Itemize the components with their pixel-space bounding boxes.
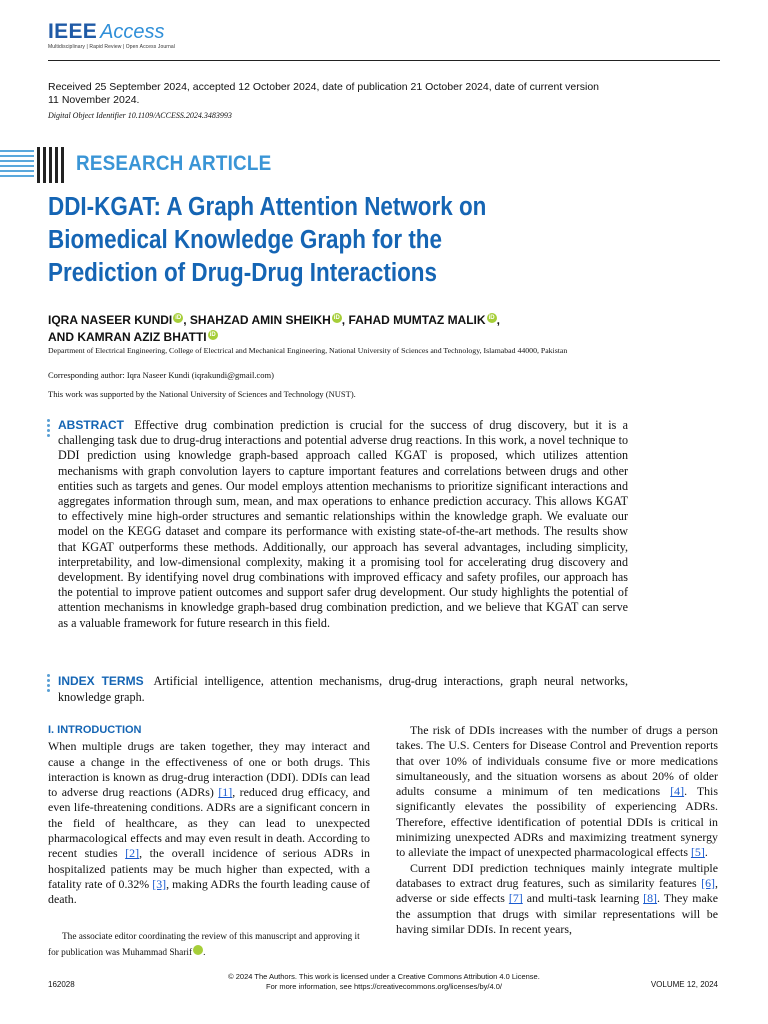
text-run: and multi-task learning xyxy=(522,891,644,906)
text-run: , reduced drug efficacy, and even life-threatening conditions. ADRs are a significant concern in the field of healthcare, as they can lead to unexpected pharmacological effects and may even result in death. According to recent studies xyxy=(48,785,370,861)
abstract-heading: ABSTRACT xyxy=(58,418,124,432)
article-type-banner xyxy=(0,147,300,183)
journal-logo xyxy=(48,20,175,44)
index-terms xyxy=(58,673,628,705)
abstract xyxy=(58,418,628,631)
index-terms-text: Artificial intelligence, attention mechanisms, drug-drug interactions, graph neural networks, knowledge graph. xyxy=(58,674,628,704)
section-heading: I. INTRODUCTION xyxy=(48,724,142,736)
column-left xyxy=(48,723,370,908)
banner-stripes-icon xyxy=(0,147,68,183)
intro-paragraph xyxy=(48,739,370,907)
citation-link[interactable]: [5] xyxy=(690,845,705,860)
page-number: 162028 xyxy=(48,980,75,989)
citation-link[interactable]: [8] xyxy=(643,891,658,906)
citation-link[interactable]: [6] xyxy=(701,875,716,890)
license-link[interactable]: For more information, see https://creativecommons.org/licenses/by/4.0/ xyxy=(266,982,502,991)
text-run: , the overall incidence of serious ADRs in hospitalized patients may be much higher than expected, with a fatality rate of 0.32% xyxy=(48,846,370,891)
author-list: IQRA NASEER KUNDI iD , SHAHZAD AMIN SHEIKH iD , FAHAD MUMTAZ MALIK iD , AND KAMRAN AZIZ BHATTI iD xyxy=(48,313,500,344)
license-line: © 2024 The Authors. This work is licensed under a Creative Commons Attribution 4.0 License. xyxy=(228,972,540,981)
intro-paragraph xyxy=(396,723,718,861)
orcid-icon[interactable]: iD xyxy=(333,315,340,321)
journal-tagline: Multidisciplinary | Rapid Review | Open Access Journal xyxy=(48,44,175,50)
affiliation: Department of Electrical Engineering, College of Electrical and Mechanical Engineering, National University of Sciences and Technology, Islamabad 44000, Pakistan xyxy=(48,346,568,355)
article-type-label: RESEARCH ARTICLE xyxy=(76,152,272,175)
author-name: IQRA NASEER KUNDI xyxy=(48,313,173,327)
orcid-icon[interactable]: iD xyxy=(488,315,495,321)
journal-masthead xyxy=(48,20,175,50)
abstract-dots-icon xyxy=(47,419,51,439)
citation-link[interactable]: [4] xyxy=(670,784,685,799)
corresponding-author: Corresponding author: Iqra Naseer Kundi (iqrakundi@gmail.com) xyxy=(48,370,274,380)
author-name: AND KAMRAN AZIZ BHATTI xyxy=(48,330,207,344)
text-run: Current DDI prediction techniques mainly integrate multiple databases to extract drug features, such as similarity features xyxy=(396,860,718,890)
doi: Digital Object Identifier 10.1109/ACCESS.2024.3483993 xyxy=(48,111,232,120)
funding-note: This work was supported by the National University of Sciences and Technology (NUST). xyxy=(48,389,356,399)
text-run: . They make the assumption that drugs with similar representations will be having similar DDIs. In recent years, xyxy=(396,891,718,936)
citation-link[interactable]: [7] xyxy=(508,891,523,906)
paper-title: DDI-KGAT: A Graph Attention Network on Biomedical Knowledge Graph for the Prediction of Drug-Drug Interactions xyxy=(48,193,487,287)
intro-paragraph xyxy=(396,861,718,937)
author-name: FAHAD MUMTAZ MALIK xyxy=(348,313,486,327)
text-run: . This significantly elevates the possibility of experiencing ADRs. Therefore, effective identification of potential DDIs is critical in minimizing unexpected ADRs and maximizing treatment synergy to alleviate the impact of unexpected pharmacological effects xyxy=(396,784,718,860)
editor-footnote xyxy=(48,929,370,961)
text-run: The risk of DDIs increases with the number of drugs a person takes. The U.S. Centers for Disease Control and Prevention reports that over 10% of individuals consume five or more medications simultaneously, and the situation worsens as about 20% of older adults consume a minimum of ten medications xyxy=(396,723,718,799)
orcid-icon[interactable]: iD xyxy=(175,315,182,321)
text-run: , adverse or side effects xyxy=(396,875,718,906)
text-run: . xyxy=(704,845,708,860)
volume-label: VOLUME 12, 2024 xyxy=(650,980,718,989)
logo-access: Access xyxy=(100,21,165,43)
text-run: , making ADRs the fourth leading cause of death. xyxy=(48,876,370,907)
column-right xyxy=(396,723,718,937)
abstract-text: Effective drug combination prediction is crucial for the success of drug discovery, but it is a challenging task due to drug-drug interactions and potential adverse drug reactions. In this work, a novel technique to DDI prediction using knowledge graph-based approach called KGAT is proposed, which utilizes attention mechanisms with graph convolution layers to capture important features and correlations between drugs and other entities such as targets and genes. Our model employs attention mechanisms to prioritize significant interactions and aggregates information through sum, mean, and max operations to enhance prediction accuracy. This allows KGAT to effectively mine high-order structures and semantic relationships within the knowledge graph. We evaluate our model on the KEGG dataset and compare its performance with existing state-of-the-art methods. The results show that KGAT outperforms these methods. Additionally, our approach has several advantages, including simplicity, interpretability, and low-dimensional complexity, making it a promising tool for accelerating drug discovery and development. By identifying novel drug combinations with improved efficacy and safety profiles, our approach has the potential to improve patient outcomes and support safer drug development. Our study highlights the potential of attention mechanisms in knowledge graph-based drug combination prediction, and we believe that KGAT can serve as a valuable framework for future research in this field. xyxy=(58,418,628,630)
received-dates: Received 25 September 2024, accepted 12 October 2024, date of publication 21 October 2024, date of current version 11 November 2024. xyxy=(48,81,600,106)
orcid-icon[interactable]: iD xyxy=(209,332,216,338)
logo-ieee: IEEE xyxy=(48,20,98,43)
text-run: When multiple drugs are taken together, they may interact and cause a change in the effectiveness of one or both drugs. This interaction is known as drug-drug interaction (DDI). DDIs can lead to adverse drug reactions (ADRs) xyxy=(48,739,370,800)
citation-link[interactable]: [2] xyxy=(125,846,140,861)
orcid-icon[interactable]: iD xyxy=(193,945,203,955)
citation-link[interactable]: [1] xyxy=(218,785,233,800)
author-name: SHAHZAD AMIN SHEIKH xyxy=(189,313,331,327)
text-run: . xyxy=(203,948,206,959)
citation-link[interactable]: [3] xyxy=(152,876,167,891)
index-terms-heading: INDEX TERMS xyxy=(58,674,144,688)
index-terms-dots-icon xyxy=(47,674,51,694)
text-run: The associate editor coordinating the review of this manuscript and approving it for publication was Muhammad Sharif xyxy=(48,932,360,959)
header-rule xyxy=(48,60,720,61)
